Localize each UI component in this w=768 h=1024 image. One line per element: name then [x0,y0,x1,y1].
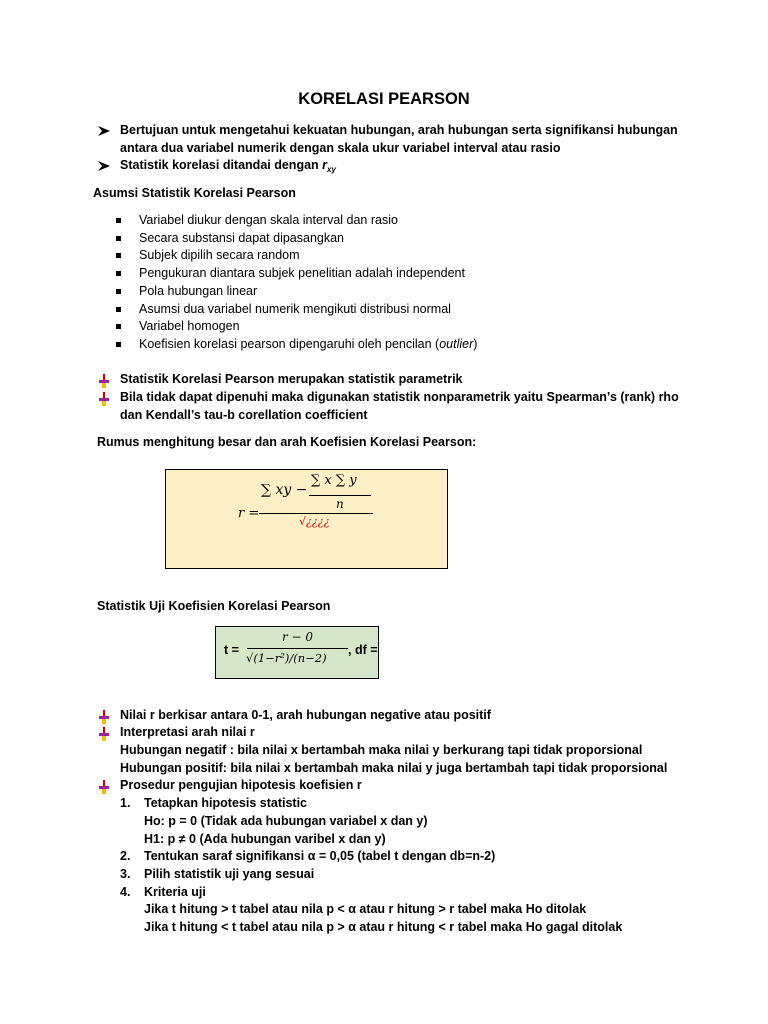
arrow-bullet-icon [97,160,111,172]
page-title: KORELASI PEARSON [298,90,470,108]
square-bullet-icon [116,342,121,347]
step-4a: Jika t hitung > t tabel atau nila p < α atau r hitung > r tabel maka Ho ditolak [144,902,587,916]
formula-num-frac-bot: n [336,497,344,511]
formula-denominator: √¿¿¿¿ [299,515,330,528]
rxy-subscript: xy [327,165,336,174]
step-number: 3. [120,867,131,881]
test-heading: Statistik Uji Koefisien Korelasi Pearson [97,599,331,613]
bottom-b3: Prosedur pengujian hipotesis koefisien r [120,778,362,792]
pin-bullet-icon [98,710,110,724]
main-fraction-line [259,513,373,514]
formula-num-left: ∑ xy − [261,482,308,498]
assumption-item-outlier [139,337,477,351]
step-3: Pilih statistik uji yang sesuai [144,867,315,881]
t-formula-lhs: t = [224,643,239,657]
pin-bullet-icon [98,727,110,741]
t-formula-bottom: √(1−r²)/(n−2) [246,651,327,665]
formula-lhs: r = [238,506,260,521]
bottom-b2: Interpretasi arah nilai r [120,725,255,739]
assumption-item: Secara substansi dapat dipasangkan [139,231,345,245]
assumption-text-end: ) [473,337,478,351]
step-4: Kriteria uji [144,885,206,899]
step-number: 2. [120,849,131,863]
step-1b: H1: p ≠ 0 (Ada hubungan varibel x dan y) [144,832,386,846]
assumption-text: Koefisien korelasi pearson dipengaruhi oleh pencilan ( [139,337,440,351]
assumption-item: Pola hubungan linear [139,284,258,298]
intro-line-1a: Bertujuan untuk mengetahui kekuatan hubungan, arah hubungan serta signifikansi hubungan [120,123,678,137]
assumption-item: Pengukuran diantara subjek penelitian adalah independent [139,266,465,280]
square-bullet-icon [116,307,121,312]
rxy-symbol: r [322,158,328,172]
step-1: Tetapkan hipotesis statistic [144,796,308,810]
assumption-item: Asumsi dua variabel numerik mengikuti distribusi normal [139,302,451,316]
pin-bullet-icon [98,392,110,406]
t-test-formula-box [215,626,379,679]
pin-bullet-icon [98,780,110,794]
t-formula-rhs: , df = [348,643,378,657]
inner-fraction-line [309,495,371,496]
bottom-b1: Nilai r berkisar antara 0-1, arah hubungan negative atau positif [120,708,491,722]
outlier-italic: outlier [439,337,474,351]
note-2a: Bila tidak dapat dipenuhi maka digunakan statistik nonparametrik yaitu Spearman’s (rank) rho [120,390,679,404]
arrow-bullet-icon [97,125,111,137]
step-1a: Ho: p = 0 (Tidak ada hubungan variabel x dan y) [144,814,428,828]
assumption-item: Variabel homogen [139,319,240,333]
square-bullet-icon [116,271,121,276]
square-bullet-icon [116,253,121,258]
assumption-item: Variabel diukur dengan skala interval dan rasio [139,213,398,227]
intro-line-2-text: Statistik korelasi ditandai dengan [120,158,323,172]
bottom-b2a: Hubungan negatif : bila nilai x bertambah maka nilai y berkurang tapi tidak proporsional [120,743,643,757]
t-fraction-line [247,648,348,649]
square-bullet-icon [116,218,121,223]
t-formula-top: r − 0 [282,630,314,644]
intro-line-1b: antara dua variabel numerik dengan skala ukur variabel interval atau rasio [120,141,561,155]
note-2b: dan Kendall’s tau-b corellation coefficient [120,408,368,422]
square-bullet-icon [116,324,121,329]
pearson-formula-box [165,469,448,569]
assumption-heading: Asumsi Statistik Korelasi Pearson [93,186,296,200]
note-1: Statistik Korelasi Pearson merupakan statistik parametrik [120,372,463,386]
step-number: 4. [120,885,131,899]
pin-bullet-icon [98,374,110,388]
bottom-b2b: Hubungan positif: bila nilai x bertambah maka nilai y juga bertambah tapi tidak proporsional [120,761,668,775]
square-bullet-icon [116,289,121,294]
step-number: 1. [120,796,131,810]
intro-line-2 [120,158,336,174]
square-bullet-icon [116,236,121,241]
assumption-item: Subjek dipilih secara random [139,248,300,262]
formula-heading: Rumus menghitung besar dan arah Koefisien Korelasi Pearson: [97,435,477,449]
step-4b: Jika t hitung < t tabel atau nila p > α atau r hitung < r tabel maka Ho gagal ditolak [144,920,623,934]
formula-num-frac-top: ∑ x ∑ y [311,473,357,488]
step-2: Tentukan saraf signifikansi α = 0,05 (tabel t dengan db=n-2) [144,849,496,863]
